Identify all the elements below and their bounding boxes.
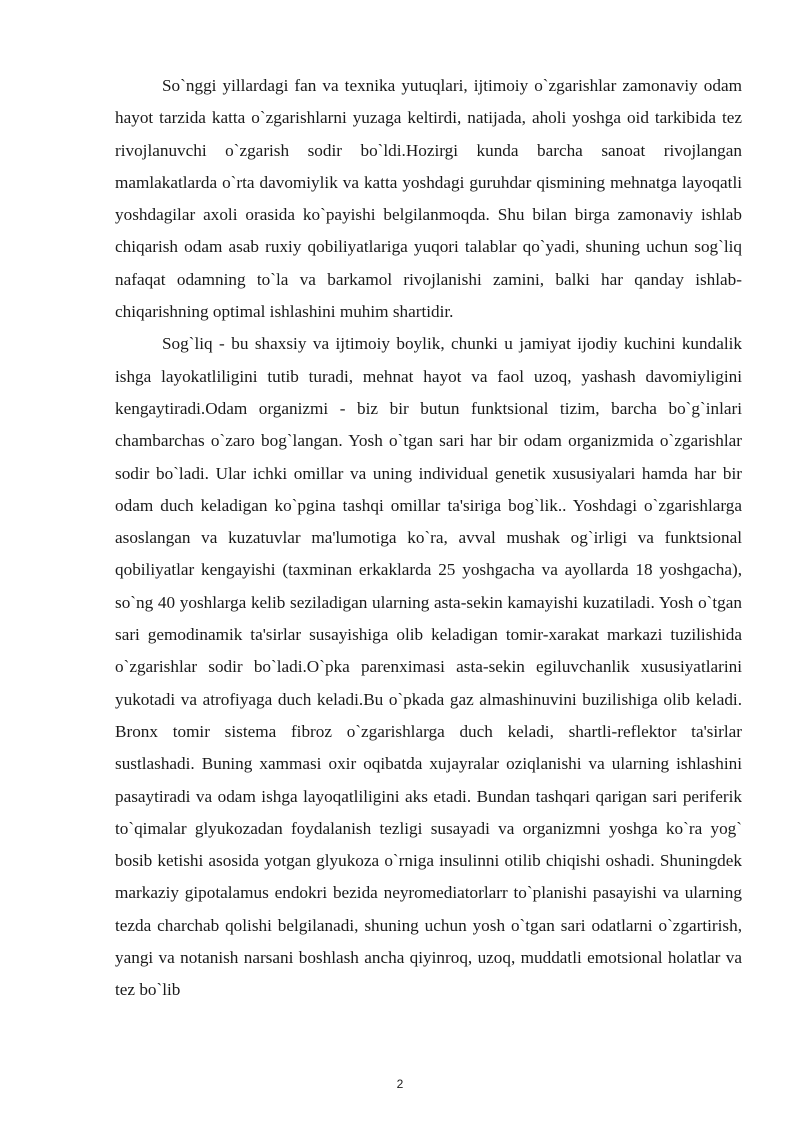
paragraph-1: So`nggi yillardagi fan va texnika yutuqlari, ijtimoiy o`zgarishlar zamonaviy odam hayot tarzida katta o`zgarishlarni yuzaga keltirdi, natijada, aholi yoshga oid tarkibida tez rivojlanuvchi o`zgarish sodir bo`ldi.Hozirgi kunda barcha sanoat rivojlangan mamlakatlarda o`rta davomiylik va katta yoshdagi guruhdar qismining mehnatga layoqatli yoshdagilar axoli orasida ko`payishi belgilanmoqda. Shu bilan birga zamonaviy ishlab chiqarish odam asab ruxiy qobiliyatlariga yuqori talablar qo`yadi, shuning uchun sog`liq nafaqat odamning to`la va barkamol rivojlanishi zamini, balki har qanday ishlab-chiqarishning optimal ishlashini muhim shartidir. — [115, 76, 742, 322]
body-text — [115, 70, 742, 1007]
page-number: 2 — [396, 1077, 404, 1091]
paragraph-2: Sog`liq - bu shaxsiy va ijtimoiy boylik, chunki u jamiyat ijodiy kuchini kundalik ishga layokatliligini tutib turadi, mehnat hayot va faol uzoq, yashash davomiyligini kengaytiradi.Odam organizmi - biz bir butun funktsional tizim, barcha bo`g`inlari chambarchas o`zaro bog`langan. Yosh o`tgan sari har bir odam organizmida o`zgarishlar sodir bo`ladi. Ular ichki omillar va uning individual genetik xususiyalari hamda har bir odam duch keladigan ko`pgina tashqi omillar ta'siriga bog`lik.. Yoshdagi o`zgarishlarga asoslangan va kuzatuvlar ma'lumotiga ko`ra, avval mushak og`irligi va funktsional qobiliyatlar kengayishi (taxminan erkaklarda 25 yoshgacha va ayollarda 18 yoshgacha), so`ng 40 yoshlarga kelib seziladigan ularning asta-sekin kamayishi kuzatiladi. Yosh o`tgan sari gemodinamik ta'sirlar susayishiga olib keladigan tomir-xarakat markazi tuzilishida o`zgarishlar sodir bo`ladi.O`pka parenximasi asta-sekin egiluvchanlik xususiyatlarini yukotadi va atrofiyaga duch keladi.Bu o`pkada gaz almashinuvini buzilishiga olib keladi. Bronx tomir sistema fibroz o`zgarishlarga duch keladi, shartli-reflektor ta'sirlar sustlashadi. Buning xammasi oxir oqibatda xujayralar oziqlanishi va ularning ishlashini pasaytiradi va odam ishga layoqatliligini aks etadi. Bundan tashqari qarigan sari periferik to`qimalar glyukozadan foydalanish tezligi susayadi va organizmni yoshga ko`ra yog` bosib ketishi asosida yotgan glyukoza o`rniga insulinni otilib chiqishi oshadi. Shuningdek markaziy gipotalamus endokri bezida neyromediatorlarr to`planishi pasayishi va ularning tezda charchab qolishi belgilanadi, shuning uchun yosh o`tgan sari odatlarni o`zgartirish, yangi va notanish narsani boshlash ancha qiyinroq, uzoq, muddatli emotsional holatlar va tez bo`lib — [115, 334, 742, 1000]
